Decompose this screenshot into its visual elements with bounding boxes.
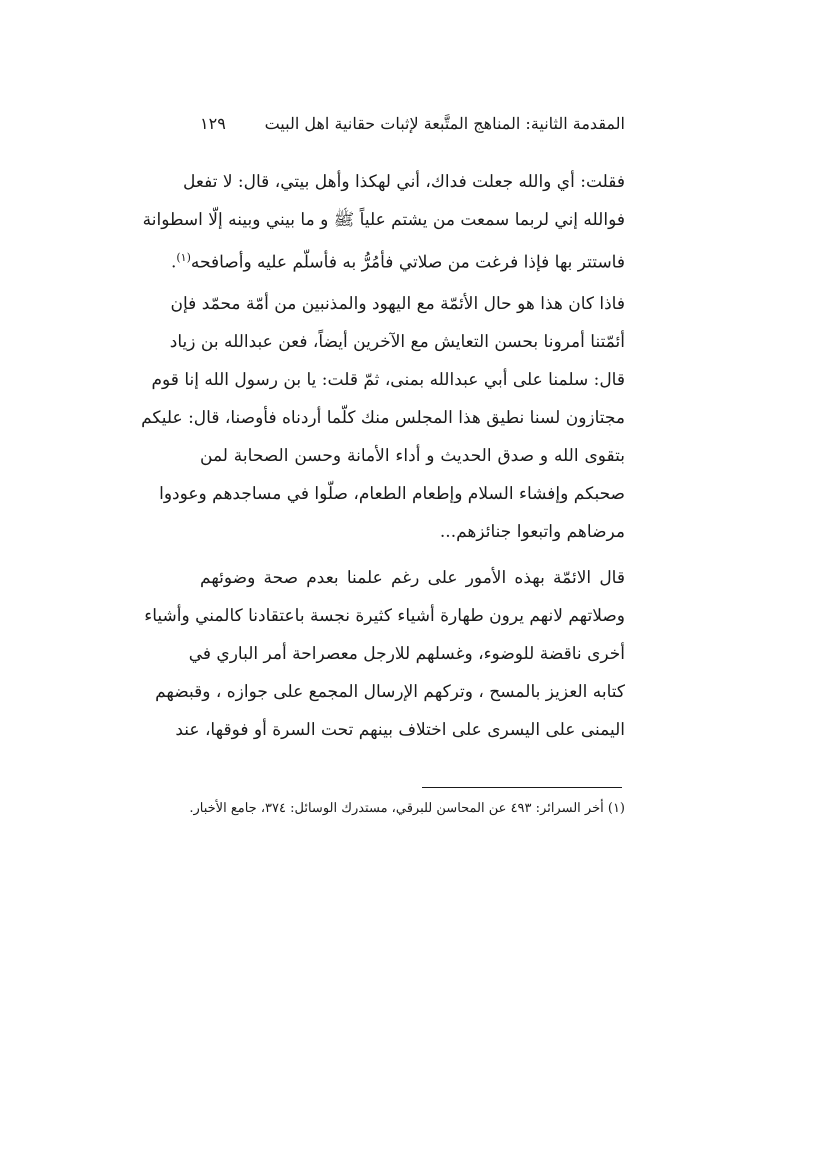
paragraph-3 — [144, 559, 625, 749]
text-line: قال الائمّة بهذه الأمور على رغم علمنا بعدم صحة وضوئهم — [200, 568, 625, 588]
sentence-end: . — [170, 252, 177, 273]
text-line-content: فاستتر بها فإذا فرغت من صلاتي فأمُرُّ به فأسلّم عليه وأصافحه — [190, 252, 625, 273]
body-text — [141, 163, 625, 757]
running-head-title: المقدمة الثانية: المناهج المتَّبعة لإثبات حقانية اهل البيت — [264, 113, 625, 133]
page-number: ١٢٩ — [200, 113, 226, 133]
text-line: كتابه العزيز بالمسح ، وتركهم الإرسال المجمع على جوازه ، وقبضهم — [155, 682, 625, 702]
text-line: قال: سلمنا على أبي عبدالله بمنى، ثمّ قلت: يا بن رسول الله إنا قوم — [151, 370, 625, 390]
text-line: مجتازون لسنا نطيق هذا المجلس منك كلّما أردناه فأوصنا، قال: عليكم — [141, 408, 625, 428]
text-line: أئمّتنا أمرونا بحسن التعايش مع الآخرين أيضاً، فعن عبدالله بن زياد — [169, 332, 625, 352]
text-line: بتقوى الله و صدق الحديث و أداء الأمانة وحسن الصحابة لمن — [200, 446, 625, 466]
text-line — [170, 239, 625, 277]
footnote-marker[interactable]: (١) — [176, 251, 191, 264]
text-line: صحبكم وإفشاء السلام وإطعام الطعام، صلّوا في مساجدهم وعودوا — [159, 484, 625, 504]
running-head — [200, 108, 625, 138]
text-line: فقلت: أي والله جعلت فداك، أني لهكذا وأهل بيتي، قال: لا تفعل — [183, 172, 625, 192]
text-line: أخرى ناقضة للوضوء، وغسلهم للارجل معصراحة أمر الباري في — [188, 644, 625, 664]
text-line: فاذا كان هذا هو حال الأئمّة مع اليهود والمذنبين من أمّة محمّد فإن — [170, 294, 625, 314]
footnote: (١) أخر السرائر: ٤٩٣ عن المحاسن للبرقي، مستدرك الوسائل: ٣٧٤، جامع الأخبار. — [189, 801, 625, 816]
text-line: فوالله إني لربما سمعت من يشتم علياً ﷺ و ما بيني وبينه إلّا اسطوانة — [142, 210, 625, 230]
text-line: اليمنى على اليسرى على اختلاف بينهم تحت السرة أو فوقها، عند — [175, 720, 625, 740]
footnote-divider — [422, 787, 622, 788]
text-line: مرضاهم واتبعوا جنائزهم... — [439, 522, 625, 542]
text-line: وصلاتهم لانهم يرون طهارة أشياء كثيرة نجسة باعتقادنا كالمني وأشياء — [144, 606, 625, 626]
paragraph-2 — [141, 285, 625, 551]
paragraph-1 — [142, 163, 625, 277]
